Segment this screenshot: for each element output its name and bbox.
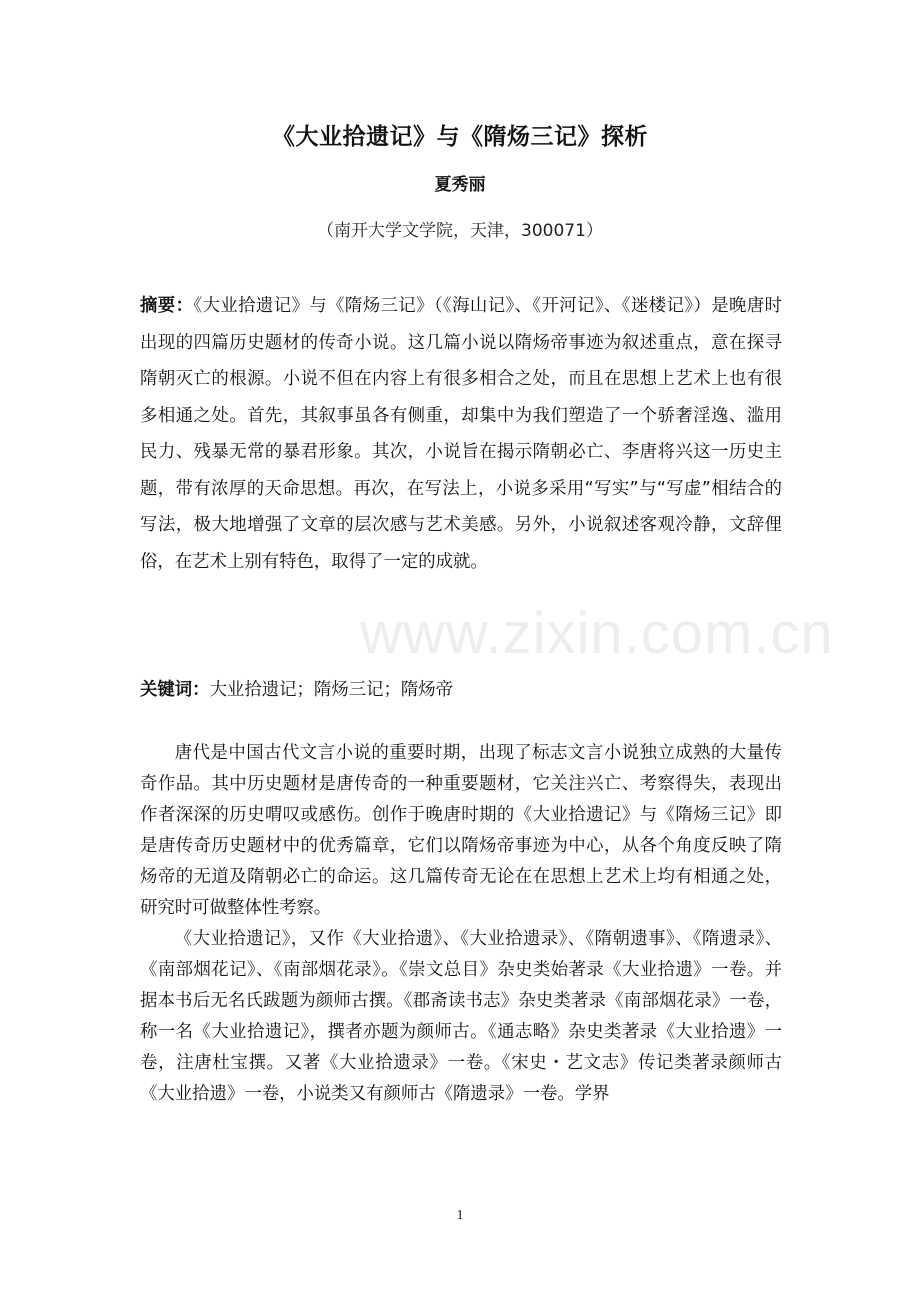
abstract-text: 《大业拾遗记》与《隋炀三记》（《海山记》、《开河记》、《迷楼记》）是晚唐时出现的四篇历史题材的传奇小说。这几篇小说以隋炀帝事迹为叙述重点，意在探寻隋朝灭亡的根源。小说不但在内容上有很多相合之处，而且在思想上艺术上也有很多相通之处。首先，其叙事虽各有侧重，却集中为我们塑造了一个骄奢淫逸、滥用民力、残暴无常的暴君形象。其次，小说旨在揭示隋朝必亡、李唐将兴这一历史主题，带有浓厚的天命思想。再次，在写法上，小说多采用“写实”与“写虚”相结合的写法，极大地增强了文章的层次感与艺术美感。另外，小说叙述客观冷静，文辞俚俗，在艺术上别有特色，取得了一定的成就。 <box>140 296 782 572</box>
body-text <box>140 738 782 1110</box>
keywords-section <box>140 674 782 706</box>
keywords-text: 大业拾遗记；隋炀三记；隋炀帝 <box>209 680 454 700</box>
keywords-label: 关键词： <box>140 680 210 700</box>
author-affiliation: （南开大学文学院，天津，300071） <box>317 221 603 241</box>
author-name: 夏秀丽 <box>434 175 486 195</box>
abstract-label: 摘要： <box>140 296 194 316</box>
page-number: 1 <box>456 1208 464 1223</box>
body-paragraph-1: 唐代是中国古代文言小说的重要时期，出现了标志文言小说独立成熟的大量传奇作品。其中历史题材是唐传奇的一种重要题材，它关注兴亡、考察得失，表现出作者深深的历史喟叹或感伤。创作于晚唐时期的《大业拾遗记》与《隋炀三记》即是唐传奇历史题材中的优秀篇章，它们以隋炀帝事迹为中心，从各个角度反映了隋炀帝的无道及隋朝必亡的命运。这几篇传奇无论在在思想上艺术上均有相通之处，研究时可做整体性考察。 <box>140 743 782 918</box>
abstract-section <box>140 288 782 580</box>
watermark: www.zixin.com.cn <box>360 601 834 666</box>
paper-title: 《大业拾遗记》与《隋炀三记》探析 <box>272 124 648 150</box>
body-paragraph-2: 《大业拾遗记》，又作《大业拾遗》、《大业拾遗录》、《隋朝遗事》、《隋遗录》、《南部烟花记》、《南部烟花录》。《崇文总目》杂史类始著录《大业拾遗》一卷。并据本书后无名氏跋题为颜师古撰。《郡斋读书志》杂史类著录《南部烟花录》一卷，称一名《大业拾遗记》，撰者亦题为颜师古。《通志略》杂史类著录《大业拾遗》一卷，注唐杜宝撰。又著《大业拾遗录》一卷。《宋史・艺文志》传记类著录颜师古《大业拾遗》一卷，小说类又有颜师古《隋遗录》一卷。学界 <box>140 929 782 1104</box>
